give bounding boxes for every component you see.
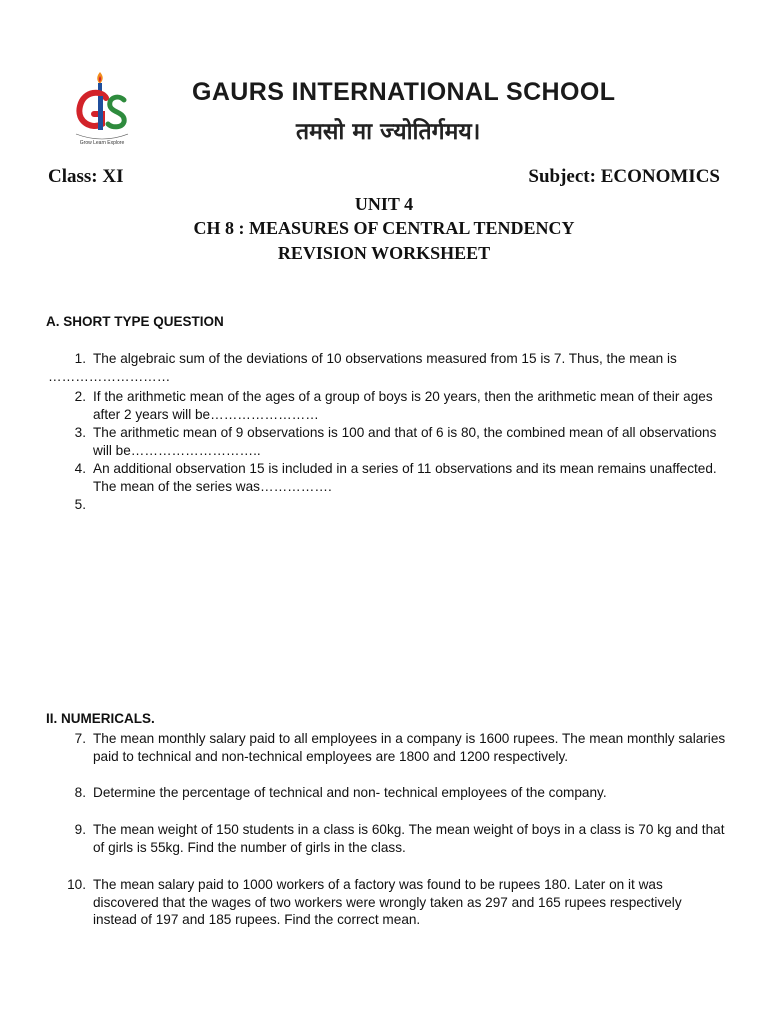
question-number: 2.: [74, 389, 86, 404]
class-label: Class: XI: [48, 166, 124, 187]
question-number: 8.: [74, 785, 86, 800]
question-number: 7.: [74, 731, 86, 746]
section-a-heading: A. SHORT TYPE QUESTION: [46, 314, 224, 329]
question-text: If the arithmetic mean of the ages of a group of boys is 20 years, then the arithmetic mean of their ages after 2 years will be……………………: [93, 389, 713, 422]
subject-label: Subject: ECONOMICS: [528, 166, 720, 187]
question-2: [68, 388, 728, 423]
question-9: [68, 821, 728, 856]
question-text: The algebraic sum of the deviations of 10 observations measured from 15 is 7. Thus, the mean is: [93, 351, 677, 366]
question-text: The mean weight of 150 students in a class is 60kg. The mean weight of boys in a class is 70 kg and that of girls is 55kg. Find the number of girls in the class.: [93, 822, 725, 855]
question-number: 4.: [74, 461, 86, 476]
question-3: [68, 424, 728, 459]
section-b-heading: II. NUMERICALS.: [46, 711, 155, 726]
school-motto: तमसो मा ज्योतिर्गमय।: [296, 119, 481, 145]
school-logo: [62, 68, 142, 148]
school-name: GAURS INTERNATIONAL SCHOOL: [192, 78, 616, 106]
question-text: The arithmetic mean of 9 observations is 100 and that of 6 is 80, the combined mean of all observations will be………………………..: [93, 425, 717, 458]
question-number: 10.: [67, 877, 86, 892]
logo-caption: Grow Learn Explore: [79, 140, 125, 146]
chapter-title: CH 8 : MEASURES OF CENTRAL TENDENCY: [193, 218, 575, 238]
question-number: 5.: [74, 497, 86, 512]
question-text: Determine the percentage of technical and non- technical employees of the company.: [93, 785, 607, 800]
question-text: The mean salary paid to 1000 workers of a factory was found to be rupees 180. Later on it was discovered that the wages of two workers were wrongly taken as 297 and 165 rupees respectively instead of 197 and 185 rupees. Find the correct mean.: [93, 877, 682, 927]
question-number: 1.: [74, 351, 86, 366]
unit-title: UNIT 4: [354, 194, 414, 214]
question-number: 3.: [74, 425, 86, 440]
question-10: [68, 876, 728, 929]
question-7: [68, 730, 728, 765]
question-1: [68, 350, 728, 368]
question-text: The mean monthly salary paid to all employees in a company is 1600 rupees. The mean monthly salaries paid to technical and non-technical employees are 1800 and 1200 respectively.: [93, 731, 726, 764]
question-1-answer-blank: ………………………: [48, 369, 171, 384]
question-4: [68, 460, 728, 495]
question-8: [68, 784, 728, 802]
worksheet-title: REVISION WORKSHEET: [277, 243, 491, 263]
school-logo-emblem-icon: [62, 68, 142, 148]
question-number: 9.: [74, 822, 86, 837]
question-text: An additional observation 15 is included in a series of 11 observations and its mean remains unaffected. The mean of the series was…………….: [93, 461, 717, 494]
